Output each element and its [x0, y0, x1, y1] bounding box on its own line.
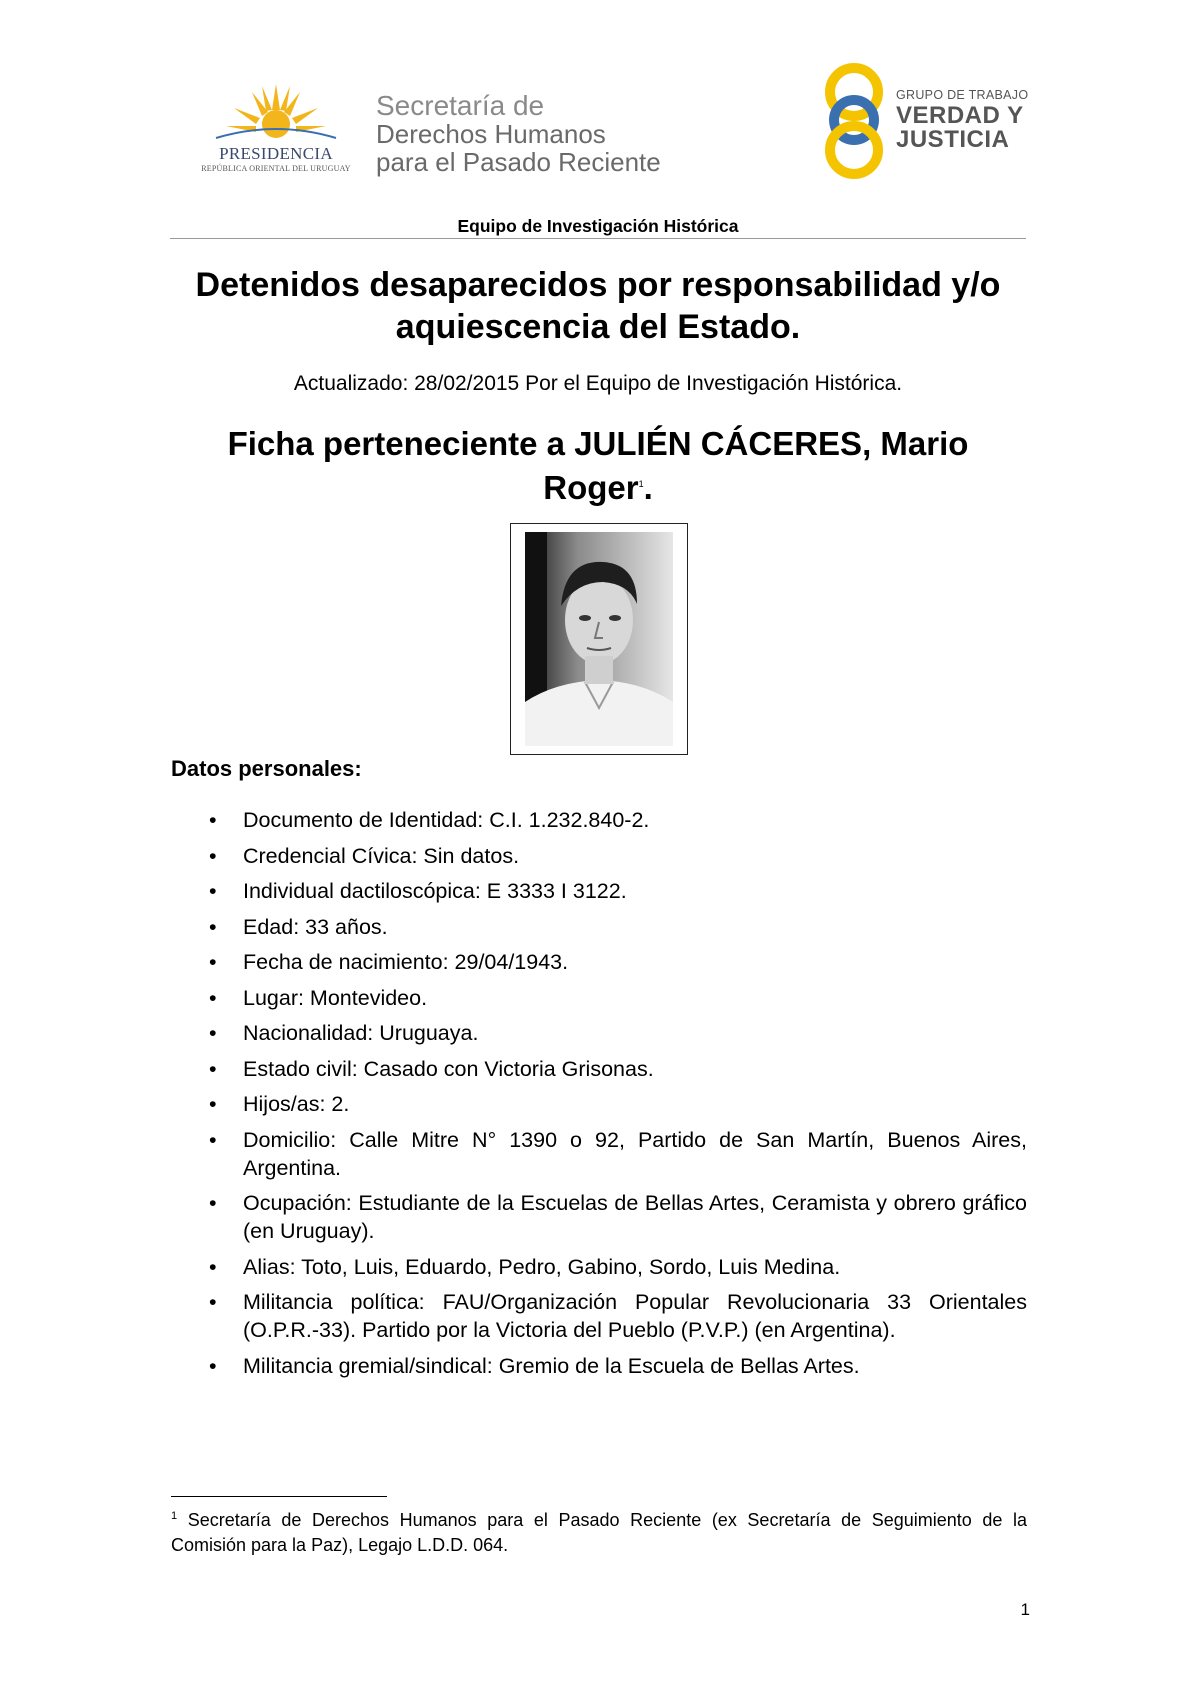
item-text: Credencial Cívica: Sin datos.: [243, 843, 520, 868]
footnote: [171, 1504, 1027, 1558]
list-item: [171, 1189, 1027, 1245]
bullet: •: [209, 1092, 217, 1116]
item-text: Alias: Toto, Luis, Eduardo, Pedro, Gabino, Sordo, Luis Medina.: [243, 1254, 841, 1279]
presidencia-wordmark: PRESIDENCIA: [219, 144, 333, 163]
item-text: Nacionalidad: Uruguaya.: [243, 1021, 479, 1045]
bullet: •: [209, 985, 217, 1010]
bullet: •: [209, 1191, 217, 1215]
list-item: [171, 1090, 1027, 1118]
bullet: •: [209, 808, 217, 832]
secretaria-line-3: para el Pasado Reciente: [376, 147, 661, 177]
bullet: •: [209, 1254, 217, 1279]
item-text: Documento de Identidad: C.I. 1.232.840-2.: [243, 808, 650, 832]
vj-title-line-2: JUSTICIA: [896, 126, 1010, 153]
list-item: [171, 1126, 1027, 1182]
item-text: Estado civil: Casado con Victoria Grisonas.: [243, 1056, 654, 1081]
bullet: •: [209, 879, 217, 903]
header-divider: [170, 238, 1026, 239]
bullet: •: [209, 843, 217, 868]
list-item: [171, 984, 1027, 1012]
rings-icon: [820, 58, 900, 182]
bullet: •: [209, 950, 217, 974]
ficha-period: .: [643, 469, 653, 506]
vj-title-line-1: VERDAD Y: [896, 102, 1024, 129]
secretaria-wordmark: [376, 92, 661, 176]
ficha-heading: [170, 424, 1026, 508]
bullet: •: [209, 1127, 217, 1152]
list-item: [171, 1288, 1027, 1344]
section-heading: Datos personales:: [171, 756, 362, 781]
list-item: [171, 1352, 1027, 1380]
list-item: [171, 1019, 1027, 1047]
item-text: Militancia política: FAU/Organización Popular Revolucionaria 33 Orientales (O.P.R.-33). Partido por la Victoria del Pueblo (P.V.P.) (en Argentina).: [243, 1290, 1027, 1342]
presidencia-subtitle: REPÚBLICA ORIENTAL DEL URUGUAY: [201, 164, 351, 173]
secretaria-line-1: Secretaría de: [376, 90, 545, 121]
item-text: Militancia gremial/sindical: Gremio de la Escuela de Bellas Artes.: [243, 1353, 860, 1378]
team-heading: Equipo de Investigación Histórica: [457, 216, 739, 236]
document-title: Detenidos desaparecidos por responsabilidad y/o aquiescencia del Estado.: [195, 266, 1001, 346]
bullet: •: [209, 1056, 217, 1081]
item-text: Edad: 33 años.: [243, 914, 388, 939]
item-text: Domicilio: Calle Mitre N° 1390 o 92, Partido de San Martín, Buenos Aires, Argentina.: [243, 1127, 1027, 1180]
presidencia-logo: [196, 80, 356, 180]
ficha-text: Ficha perteneciente a JULIÉN CÁCERES, Mario Roger: [227, 425, 969, 506]
bullet: •: [209, 1021, 217, 1045]
list-item: [171, 1253, 1027, 1281]
footnote-divider: [171, 1496, 387, 1497]
item-text: Fecha de nacimiento: 29/04/1943.: [243, 950, 569, 974]
personal-data-list: [171, 806, 1027, 1387]
item-text: Ocupación: Estudiante de la Escuelas de Bellas Artes, Ceramista y obrero gráfico (en Uruguay).: [243, 1191, 1027, 1243]
sun-icon: [196, 80, 356, 144]
bullet: •: [209, 914, 217, 939]
list-item: [171, 806, 1027, 834]
item-text: Hijos/as: 2.: [243, 1092, 350, 1116]
list-item: [171, 1055, 1027, 1083]
footnote-ref[interactable]: 1: [638, 479, 644, 489]
item-text: Individual dactiloscópica: E 3333 I 3122.: [243, 879, 627, 903]
portrait-photo: [525, 532, 673, 746]
bullet: •: [209, 1353, 217, 1378]
page-number: 1: [1020, 1600, 1030, 1619]
list-item: [171, 913, 1027, 941]
updated-line: Actualizado: 28/02/2015 Por el Equipo de Investigación Histórica.: [293, 372, 903, 395]
portrait-frame: [510, 523, 688, 755]
item-text: Lugar: Montevideo.: [243, 985, 428, 1010]
footnote-text: Secretaría de Derechos Humanos para el Pasado Reciente (ex Secretaría de Seguimiento de la Comisión para la Paz), Legajo L.D.D. 064.: [171, 1510, 1027, 1555]
list-item: [171, 842, 1027, 870]
verdad-justicia-logo: [820, 58, 1030, 182]
footnote-marker: 1: [171, 1510, 178, 1522]
bullet: •: [209, 1290, 217, 1314]
secretaria-line-2: Derechos Humanos: [376, 119, 606, 149]
vj-small-label: GRUPO DE TRABAJO: [896, 88, 1029, 102]
list-item: [171, 948, 1027, 976]
list-item: [171, 877, 1027, 905]
